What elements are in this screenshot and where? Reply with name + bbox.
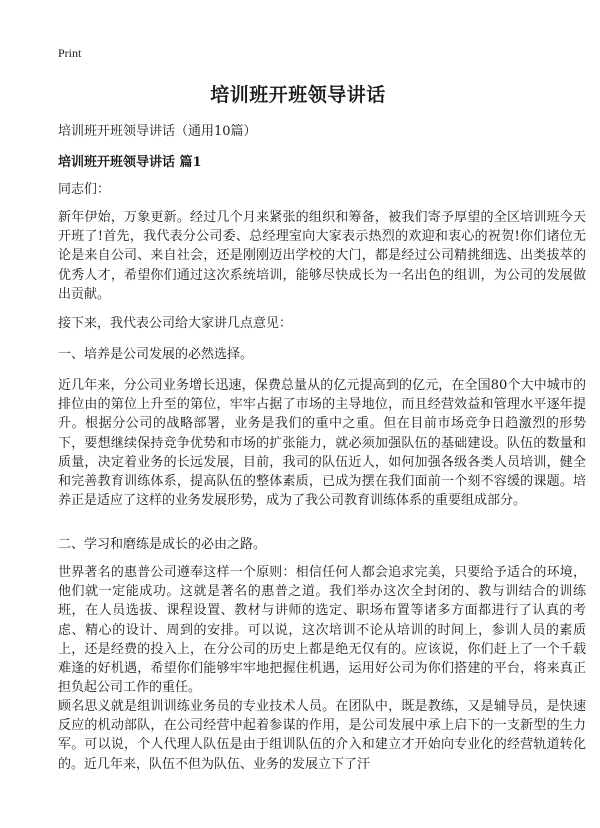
point-one-paragraph: 近几年来，分公司业务增长迅速，保费总量从的亿元提高到的亿元，在全国80个大中城市的排位由的第位上升至的第位，牢牢占据了市场的主导地位，而且经营效益和管理水平逐年提升。根据分公司的战略部署，业务是我们的重中之重。但在目前市场竞争日趋激烈的形势下，要想继续保持竞争优势和市场的扩张能力，就必须加强队伍的基础建设。队伍的数量和质量，决定着业务的长远发展，目前，我司的队伍近人，如何加强各级各类人员培训，健全和完善教育训练体系，提高队伍的整体素质，已成为摆在我们面前一个刻不容缓的课题。培养正是适应了这样的业务发展形势，成为了我公司教育训练体系的重要组成部分。 <box>58 378 586 509</box>
opening-paragraph: 新年伊始，万象更新。经过几个月来紧张的组织和筹备，被我们寄予厚望的全区培训班今天开班了!首先，我代表分公司委、总经理室向大家表示热烈的欢迎和衷心的祝贺!你们诸位无论是来自公司、来自社会，还是刚刚迈出学校的大门，都是经过公司精挑细选、出类拔萃的优秀人才，希望你们通过这次系统培训，能够尽快成长为一名出色的组训，为公司的发展做出贡献。 <box>58 210 586 302</box>
point-two-heading: 二、学习和磨练是成长的必由之路。 <box>58 537 267 552</box>
trainer-role-paragraph: 顾名思义就是组训训练业务员的专业技术人员。在团队中，既是教练，又是辅导员，是快速反应的机动部队，在公司经营中起着参谋的作用，是公司发展中承上启下的一支新型的生力军。可以说，个人代理人队伍是由于组训队伍的介入和建立才开始向专业化的经营轨道转化的。近几年来，队伍不但为队伍、业务的发展立下了汗 <box>58 699 586 772</box>
intro-points-paragraph: 接下来，我代表公司给大家讲几点意见： <box>58 316 293 331</box>
section-heading: 培训班开班领导讲话 篇1 <box>58 155 202 170</box>
point-one-heading: 一、培养是公司发展的必然选择。 <box>58 347 254 362</box>
document-subtitle: 培训班开班领导讲话（通用10篇） <box>58 124 257 139</box>
page-title: 培训班开班领导讲话 <box>210 84 386 106</box>
print-link[interactable]: Print <box>58 46 82 60</box>
point-two-paragraph: 世界著名的惠普公司遵奉这样一个原则：相信任何人都会追求完美，只要给予适合的环境，他们就一定能成功。这就是著名的惠普之道。我们举办这次全封闭的、教与训结合的训练班，在人员选拔、课程设置、教材与讲师的选定、职场布置等诸多方面都进行了认真的考虑、精心的设计、周到的安排。可以说，这次培训不论从培训的时间上，参训人员的素质上，还是经费的投入上，在分公司的历史上都是绝无仅有的。应该说，你们赶上了一个千载难逢的好机遇，希望你们能够牢牢地把握住机遇，运用好公司为你们搭建的平台，将来真正担负起公司工作的重任。 <box>58 565 586 696</box>
greeting-paragraph: 同志们： <box>58 182 111 197</box>
